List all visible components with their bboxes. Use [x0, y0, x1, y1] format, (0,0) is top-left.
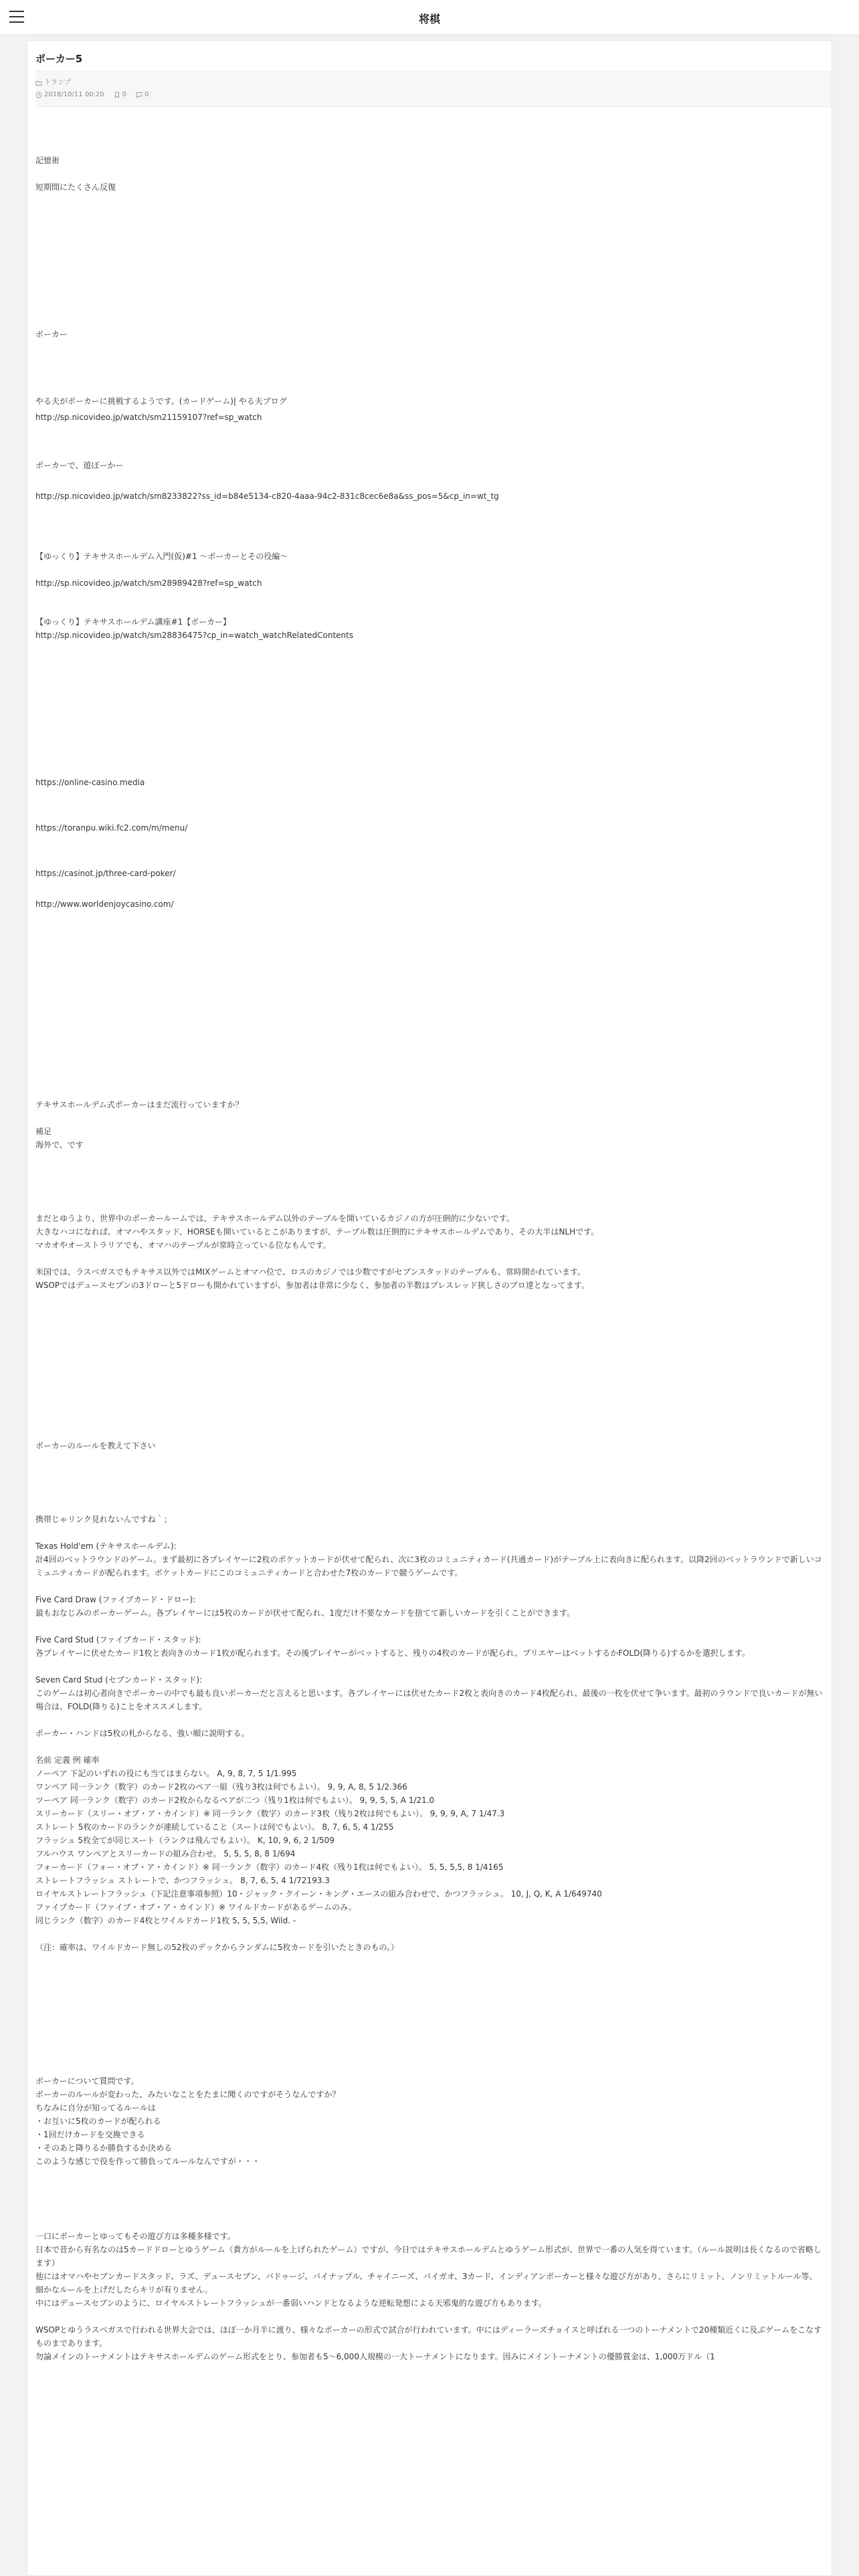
hand-row: ワンペア 同一ランク（数字）のカード2枚のペア一組（残り3枚は何でもよい）。 9, 9, A, 8, 5 1/2.366: [35, 1782, 407, 1792]
hand-row: ファイブカード（ファイブ・オブ・ア・カインド）※ ワイルドカードがあるゲームのみ。: [35, 1903, 357, 1912]
app-title: 将棋: [418, 13, 440, 25]
paragraph: Seven Card Stud (セブンカード・スタッド):: [35, 1675, 203, 1685]
video-link[interactable]: http://sp.nicovideo.jp/watch/sm8233822?ss_id=b84e5134-c820-4aaa-94c2-831c8cec6e8a&ss_pos=5&cp_in=wt_tg: [35, 492, 499, 501]
hand-row: フォーカード（フォー・オブ・ア・カインド）※ 同一ランク（数字）のカード4枚（残り1枚は何でもよい）。 5, 5, 5,5, 8 1/4165: [35, 1862, 504, 1872]
paragraph: ポーカーで、遊ぼーかー: [35, 461, 124, 470]
entry-card: [27, 40, 832, 2576]
hand-row: 同じランク（数字）のカード4枚とワイルドカード1枚 5, 5, 5,5, Wild. -: [35, 1916, 296, 1925]
paragraph: ポーカー・ハンドは5枚の札からなる、強い順に説明する。: [35, 1729, 250, 1738]
paragraph: まだとゆうより、世界中のポーカールームでは、テキサスホールデム以外のテーブルを開いているカジノの方が圧倒的に少ないです。: [35, 1214, 514, 1223]
hand-row: フルハウス ワンペアとスリーカードの組み合わせ。 5, 5, 5, 8, 8 1/694: [35, 1849, 296, 1858]
video-link[interactable]: http://sp.nicovideo.jp/watch/sm21159107?ref=sp_watch: [35, 413, 262, 422]
entry-meta: [35, 71, 832, 107]
hand-row: ノーペア 下記のいずれの役にも当てはまらない。 A, 9, 8, 7, 5 1/1.995: [35, 1769, 297, 1778]
paragraph: Five Card Stud (ファイブカード・スタッド):: [35, 1635, 201, 1644]
paragraph: ポーカーのルールが変わった、みたいなことをたまに聞くのですがそうなんですか？: [35, 2090, 341, 2099]
paragraph: ちなみに自分が知ってるルールは: [35, 2103, 156, 2113]
paragraph: Five Card Draw (ファイブカード・ドロー):: [35, 1595, 196, 1604]
paragraph: 米国では、ラスベガスでもテキサス以外ではMIXゲームとオマハ位で、ロスのカジノでは少数ですがセブンスタッドのテーブルも、常時開かれています。: [35, 1267, 585, 1277]
comment-icon[interactable]: [136, 92, 142, 98]
paragraph: 最もおなじみのポーカーゲーム。各プレイヤーには5枚のカードが伏せて配られ、1度だけ不要なカードを捨てて新しいカードを引くことができます。: [35, 1608, 575, 1618]
hand-row: フラッシュ 5枚全てが同じスート（ランクは飛んでもよい）。 K, 10, 9, 6, 2 1/509: [35, 1836, 335, 1845]
paragraph: WSOPではデュースセブンの3ドローと5ドローも開かれていますが、参加者は非常に少なく、参加者の半数はプレスレッド狭しさのプロ達となってます。: [35, 1281, 589, 1290]
paragraph: マカオやオーストラリアでも、オマハのテーブルが常時立っている位なもんです。: [35, 1241, 331, 1250]
web-link[interactable]: https://toranpu.wiki.fc2.com/m/menu/: [35, 823, 188, 833]
bookmark-count: 0: [122, 91, 127, 98]
paragraph: このゲームは初心者向きでポーカーの中でも最も良いポーカーだと言えると思います。各プレイヤーには伏せたカード2枚と表向きのカード4枚配られ、最後の一枚を伏せて争います。最初のラウンドで良いカードが無い場合は、FOLD(降りる)ことをオススメします。: [35, 1689, 823, 1711]
bookmark-icon[interactable]: [114, 92, 120, 98]
video-link[interactable]: http://sp.nicovideo.jp/watch/sm28989428?ref=sp_watch: [35, 578, 262, 588]
paragraph: Texas Hold'em (テキサスホールデム):: [35, 1541, 177, 1551]
paragraph: 日本で昔から有名なのは5カードドローとゆうゲーム（貴方がルールを上げられたゲーム）ですが、今日ではテキサスホールデムとゆうゲーム形式が、世界で一番の人気を得ています。（ルール説明は長くなるので省略します）: [35, 2245, 822, 2268]
hamburger-icon[interactable]: [9, 11, 24, 24]
entry-datetime: 2018/10/11 00:20: [44, 91, 104, 98]
web-link[interactable]: https://casinot.jp/three-card-poker/: [35, 869, 176, 878]
paragraph: 【ゆっくり】テキサスホールデム講座#1【ポーカー】: [35, 617, 231, 627]
web-link[interactable]: https://online-casino.media: [35, 778, 145, 787]
hand-table-header: 名前 定義 例 確率: [35, 1755, 100, 1765]
paragraph: ・1回だけカードを交換できる: [35, 2130, 145, 2139]
paragraph: 携帯じゃリンク見れないんですね｀；: [35, 1515, 172, 1524]
entry-body: [27, 107, 832, 2363]
paragraph: やる夫がポーカーに挑戦するようです。(カードゲーム)| やる夫ブログ: [35, 397, 287, 406]
paragraph: 他にはオマハやセブンカードスタッド、ラズ、デュースセブン、バドゥージ、パイナップル、チャイニーズ、パイガオ、3カード、インディアンポーカーと様々な遊び方があり、さらにリミット、ノンリミットルール等、細かなルールを上げだしたらキリが有りません。: [35, 2272, 818, 2294]
app-bar: [0, 0, 859, 35]
paragraph: 各プレイヤーに伏せたカード1枚と表向きのカード1枚が配られます。その後プレイヤーがベットすると、残りの4枚のカードが配られ、プリエヤーはベットするかFOLD(降りる)するかを選択します。: [35, 1648, 750, 1658]
paragraph: 計4回のベットラウンドのゲーム。まず最初に各プレイヤーに2枚のポケットカードが伏せて配られ、次に3枚のコミュニティカード(共通カード)がテーブル上に表向きに配られます。以降2回のベットラウンドで新しいコミュニティカードが配られます。ポケットカードにこのコミュニティカードと合わせた7枚のカードで競うゲームです。: [35, 1555, 822, 1578]
hand-row: ツーペア 同一ランク（数字）のカード2枚からなるペアが二つ（残り1枚は何でもよい）。 9, 9, 5, 5, A 1/21.0: [35, 1796, 435, 1805]
paragraph: 中にはデュースセブンのように、ロイヤルストレートフラッシュが一番弱いハンドとなるような逆転発想による天邪鬼的な遊び方もあります。: [35, 2298, 547, 2308]
question: ポーカーについて質問です。: [35, 2076, 139, 2086]
paragraph: 【ゆっくり】テキサスホールデム入門(仮)#1 ～ポーカーとその役編～: [35, 552, 288, 561]
hand-row: ストレートフラッシュ ストレートで、かつフラッシュ。 8, 7, 6, 5, 4 1/72193.3: [35, 1876, 330, 1885]
video-link[interactable]: http://sp.nicovideo.jp/watch/sm28836475?cp_in=watch_watchRelatedContents: [35, 631, 354, 640]
paragraph: このような感じで役を作って勝負ってルールなんですが・・・: [35, 2157, 260, 2166]
question: テキサスホールデム式ポーカーはまだ流行っていますか？: [35, 1100, 244, 1109]
hand-row: ロイヤルストレートフラッシュ（下記注意事項参照）10・ジャック・クイーン・キング・エースの組み合わせで、かつフラッシュ。 10, J, Q, K, A 1/649740: [35, 1889, 602, 1899]
paragraph: ・お互いに5枚のカードが配られる: [35, 2117, 161, 2126]
hand-row: ストレート 5枚のカードのランクが連続していること（スートは何でもよい）。 8, 7, 6, 5, 4 1/255: [35, 1822, 394, 1832]
folder-icon: [35, 80, 42, 86]
entry-title[interactable]: ポーカー5: [35, 53, 83, 65]
paragraph: 記憶術: [35, 156, 60, 165]
question: ポーカーのルールを教えて下さい: [35, 1441, 156, 1451]
comment-count: 0: [145, 91, 149, 98]
paragraph: WSOPとゆうラスベガスで行われる世界大会では、ほぼ一か月半に渡り、様々なポーカーの形式で試合が行われています。中にはディーラーズチョイスと呼ばれる一つのトーナメントで20種類近くに及ぶゲームをこなすものまであります。: [35, 2325, 822, 2348]
paragraph: 短期間にたくさん反復: [35, 183, 116, 192]
date-row: [35, 89, 826, 101]
category-link[interactable]: トランプ: [44, 79, 71, 86]
paragraph: 一口にポーカーとゆってもその遊び方は多種多様です。: [35, 2232, 235, 2241]
web-link[interactable]: http://www.worldenjoycasino.com/: [35, 899, 174, 909]
clock-icon: [35, 92, 42, 98]
paragraph: 海外で、です: [35, 1140, 84, 1150]
paragraph: ポーカー: [35, 330, 68, 339]
paragraph: （注：確率は、ワイルドカード無しの52枚のデックからランダムに5枚カードを引いたときのもの。）: [35, 1943, 399, 1952]
paragraph: ・そのあと降りるか勝負するか決める: [35, 2143, 173, 2153]
category-row: [35, 77, 826, 89]
paragraph: 勿論メインのトーナメントはテキサスホールデムのゲーム形式をとり、参加者も5～6,000人規模の一大トーナメントになります。因みにメイントーナメントの優勝賞金は、1,000万ドル（1: [35, 2352, 715, 2361]
hand-row: スリーカード（スリー・オブ・ア・カインド）※ 同一ランク（数字）のカード3枚（残り2枚は何でもよい）。 9, 9, 9, A, 7 1/47.3: [35, 1809, 505, 1818]
paragraph: 大きなハコになれば、オマハやスタッド、HORSEも開いているとこがありますが、テーブル数は圧倒的にテキサスホールデムであり、その大半はNLHです。: [35, 1227, 599, 1237]
paragraph: 補足: [35, 1127, 52, 1136]
